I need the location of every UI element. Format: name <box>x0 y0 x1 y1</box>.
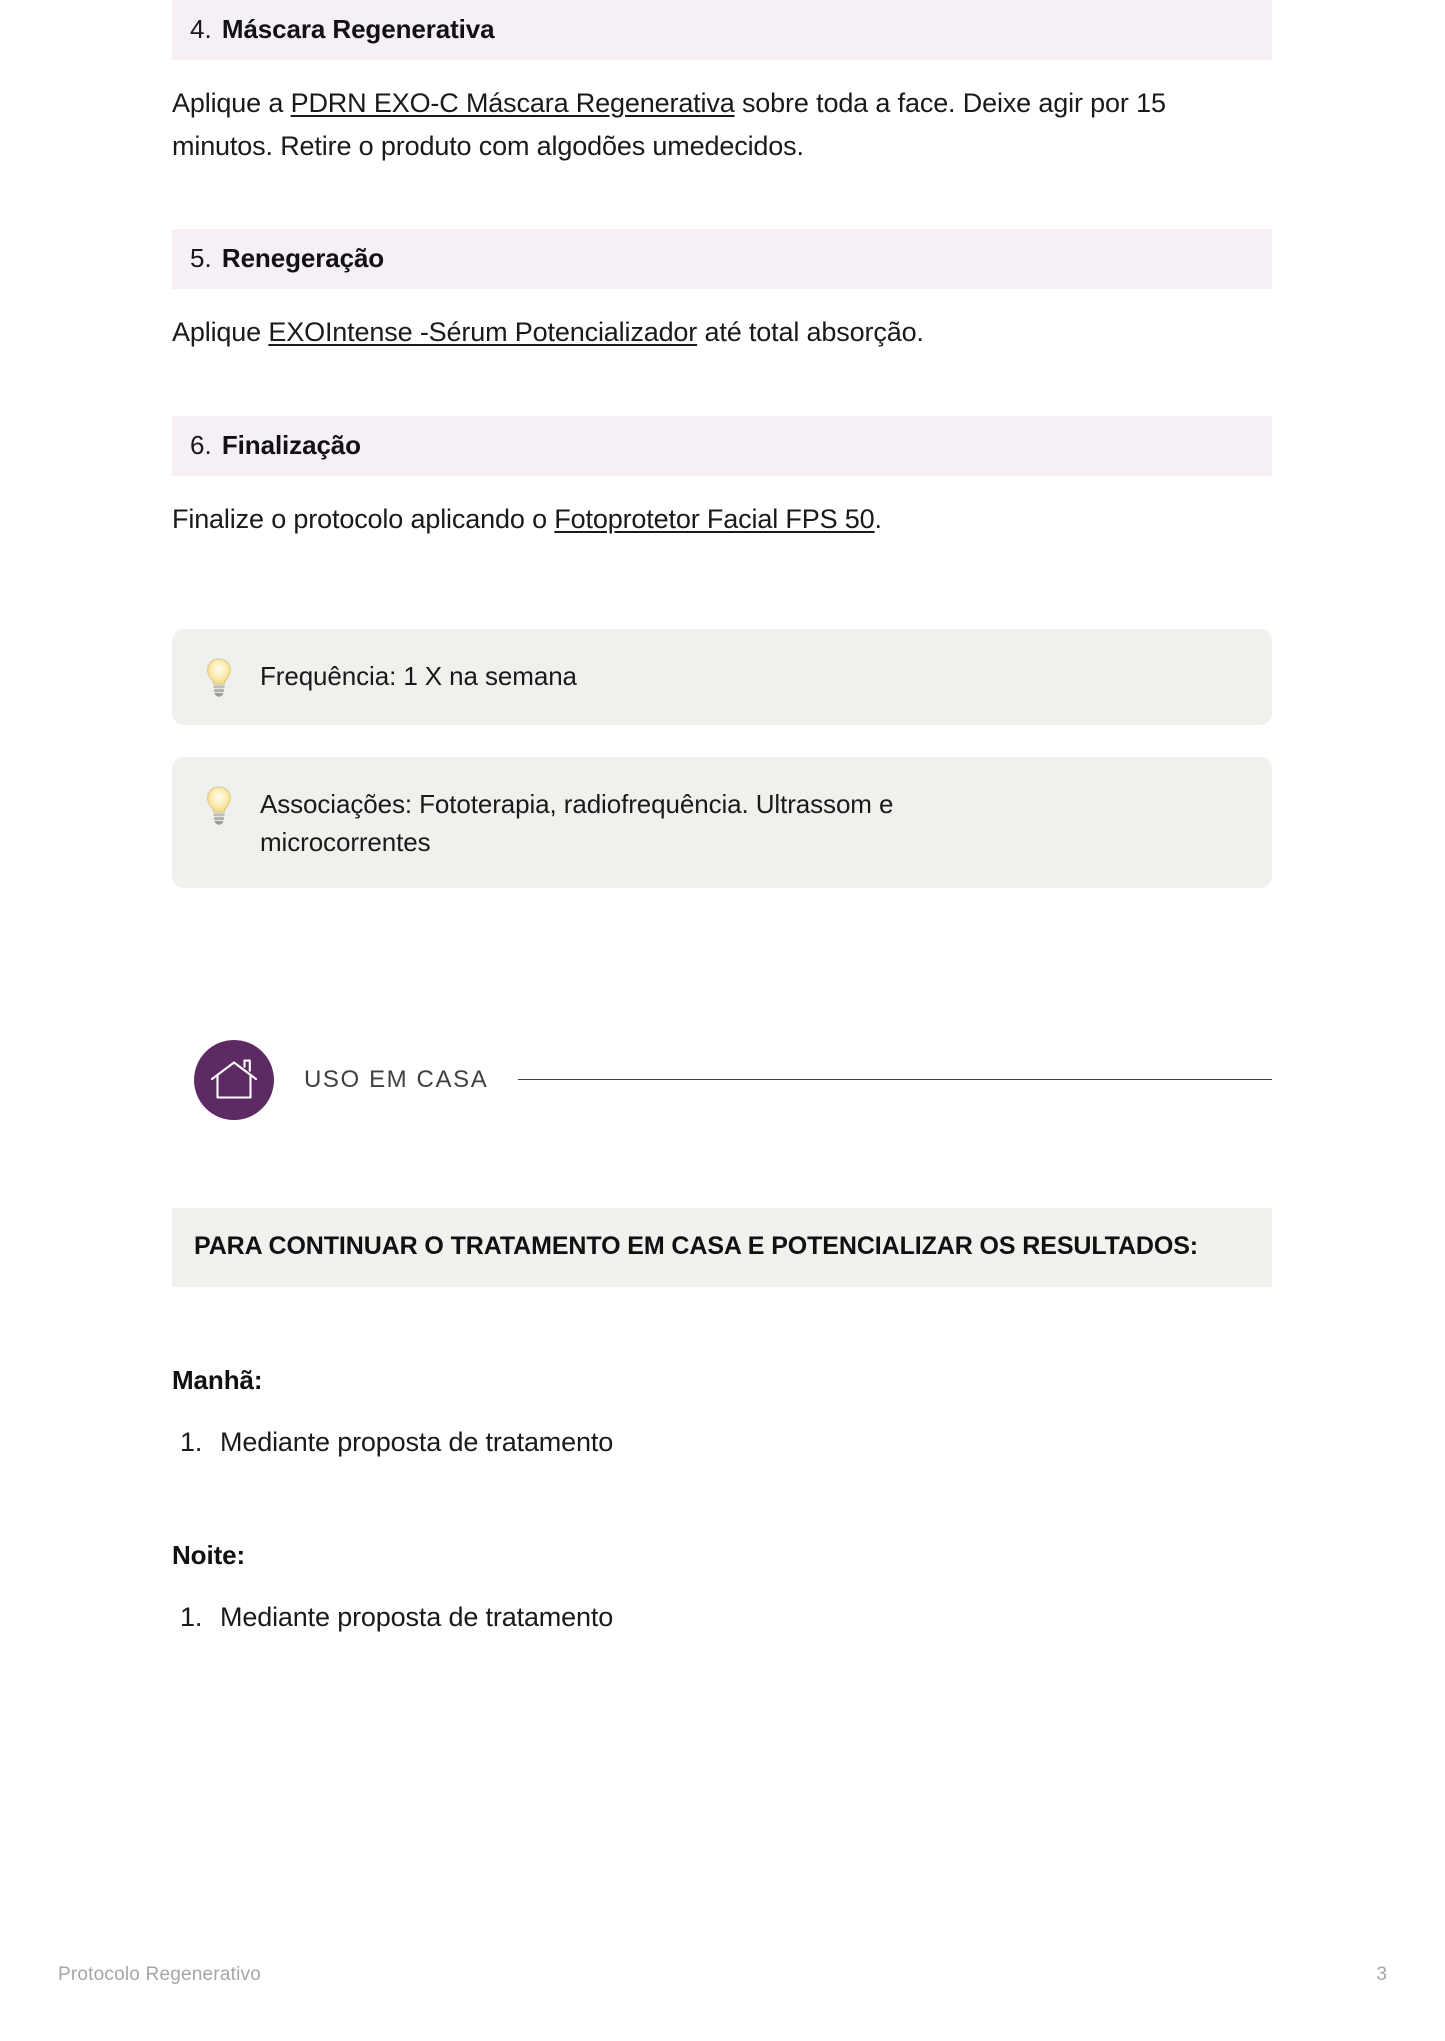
step-body-6-before: Finalize o protocolo aplicando o <box>172 503 555 534</box>
spacer <box>172 354 1272 416</box>
step-body-4-after: sobre toda a face. Deixe agir por 15 minutos. Retire o produto com algodões umedecidos. <box>172 88 1166 161</box>
block-list-manha <box>172 1422 1272 1463</box>
callout-frequencia <box>172 629 1272 725</box>
step-number-6: 6. <box>190 429 212 460</box>
step-heading-5 <box>172 229 1272 289</box>
section-header-uso-em-casa <box>172 1040 1272 1120</box>
spacer <box>172 167 1272 229</box>
product-link-pdrn-exo-c[interactable]: PDRN EXO-C Máscara Regenerativa <box>290 88 735 118</box>
step-heading-4 <box>172 0 1272 60</box>
step-body-5-after: até total absorção. <box>697 317 924 348</box>
footer-document-title: Protocolo Regenerativo <box>58 1964 261 1985</box>
page-content <box>172 0 1272 1638</box>
callout-frequencia-text: Frequência: 1 X na semana <box>260 660 577 691</box>
block-title-manha: Manhã: <box>172 1364 263 1395</box>
page-footer <box>0 1961 1445 1989</box>
step-body-4-before: Aplique a <box>172 88 291 118</box>
section-label-uso-em-casa: USO EM CASA <box>304 1065 489 1093</box>
lightbulb-icon <box>200 785 238 827</box>
section-divider-rule <box>518 1079 1272 1080</box>
product-link-fotoprotetor[interactable]: Fotoprotetor Facial FPS 50 <box>554 503 875 534</box>
list-item <box>180 1597 1272 1638</box>
step-number-5: 5. <box>190 243 212 274</box>
step-heading-6 <box>172 416 1272 476</box>
callout-associacoes <box>172 757 1272 888</box>
list-item-text: Mediante proposta de tratamento <box>220 1426 614 1457</box>
step-title-4: Máscara Regenerativa <box>221 14 495 44</box>
block-list-noite <box>172 1597 1272 1638</box>
step-body-5 <box>172 311 1212 354</box>
emphasis-banner <box>172 1208 1272 1287</box>
step-number-4: 4. <box>190 14 212 44</box>
block-title-noite: Noite: <box>172 1540 246 1571</box>
house-icon <box>194 1040 274 1120</box>
list-item-text: Mediante proposta de tratamento <box>220 1602 614 1633</box>
emphasis-banner-text: PARA CONTINUAR O TRATAMENTO EM CASA E POTENCIALIZAR OS RESULTADOS: <box>194 1231 1199 1260</box>
list-item-marker: 1. <box>180 1426 203 1457</box>
list-item <box>180 1422 1272 1463</box>
step-body-4 <box>172 82 1212 167</box>
list-item-marker: 1. <box>180 1602 203 1633</box>
lightbulb-icon <box>200 657 238 699</box>
step-body-6-after: . <box>874 503 882 534</box>
product-link-exointense[interactable]: EXOIntense -Sérum Potencializador <box>268 317 698 348</box>
spacer <box>172 541 1272 603</box>
step-title-6: Finalização <box>221 429 361 460</box>
step-body-5-before: Aplique <box>172 317 269 348</box>
footer-page-number: 3 <box>1376 1964 1387 1985</box>
callout-associacoes-text: Associações: Fototerapia, radiofrequência. Ultrassom e microcorrentes <box>260 788 894 858</box>
step-body-6 <box>172 498 1212 541</box>
step-title-5: Renegeração <box>221 243 385 274</box>
